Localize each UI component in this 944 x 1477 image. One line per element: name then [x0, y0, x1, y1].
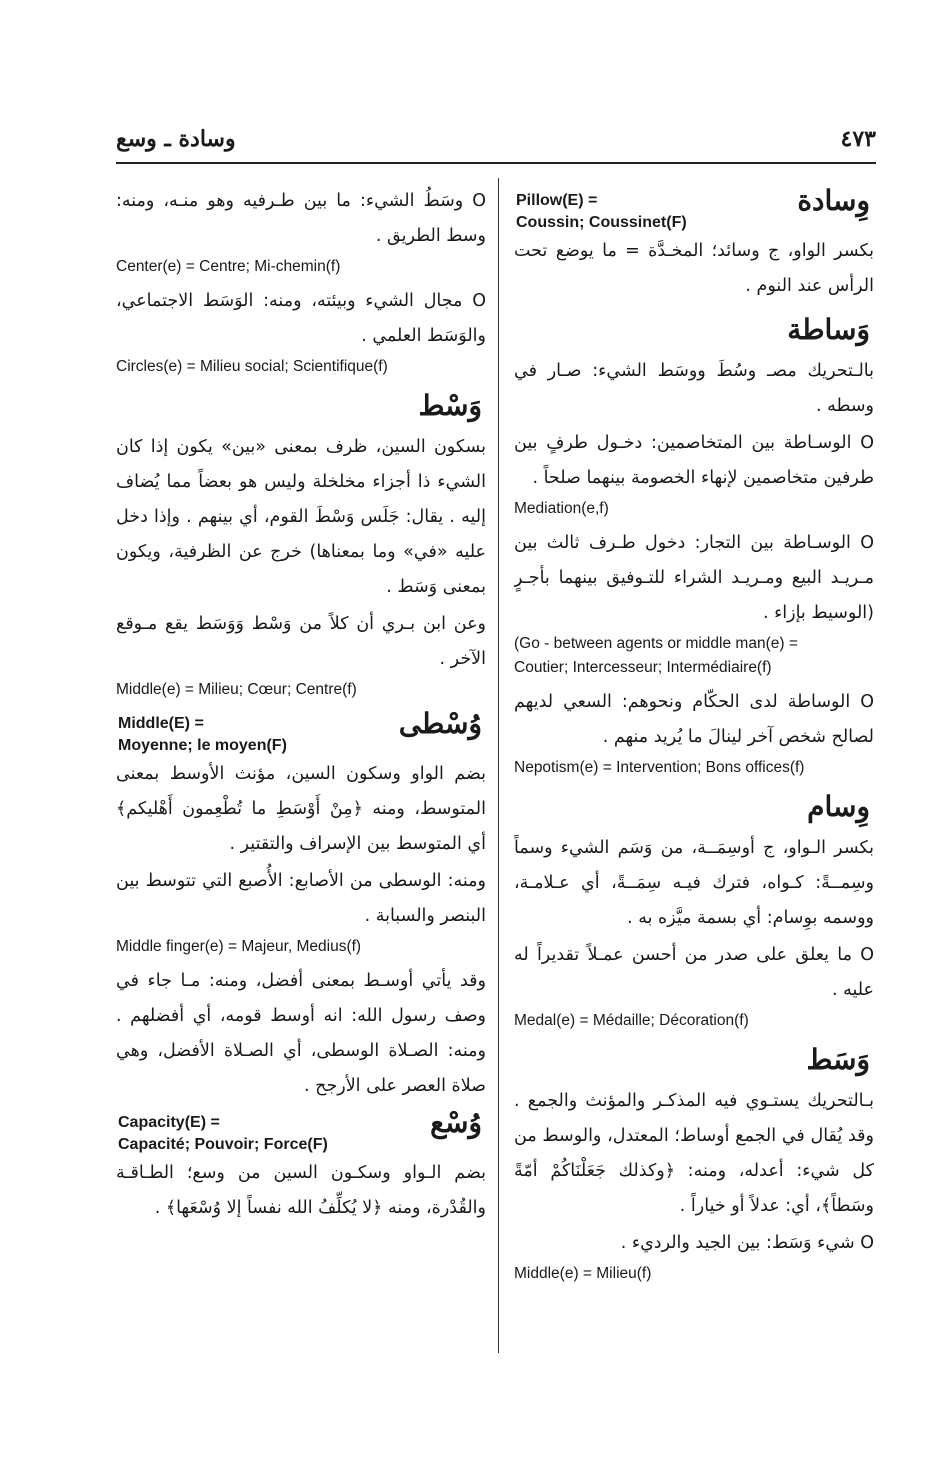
page-header [116, 122, 876, 162]
entry-wisam [514, 785, 874, 1032]
column-divider [498, 178, 499, 1353]
definition: O مجال الشيء وبيئته، ومنه: الوَسَط الاجتماعي، والوَسَط العلمي . [116, 291, 486, 346]
definition: وعن ابن بـري أن كلاً من وَسْط وَوَسَط يقع مـوقع الآخر . [116, 614, 486, 669]
headword: وِسام [807, 790, 870, 823]
translation: Mediation(e,f) [514, 500, 609, 517]
translation-en: Capacity(E) = [118, 1114, 220, 1131]
definition: O شيء وَسَط: بين الجيد والرديء . [620, 1233, 874, 1253]
translation-head [516, 190, 687, 234]
headword: وَسْط [418, 389, 482, 422]
page-number: ٤٧٣ [840, 126, 876, 152]
definition: ومنه: الوسطى من الأصابع: الأُصبع التي تتوسط بين البنصر والسبابة . [116, 871, 486, 926]
definition: بضم الـواو وسكـون السين من وسع؛ الطـاقـة والقُدْرة، ومنه ﴿لا يُكلِّفُ الله نفساً إلا وُسْعَها﴾ . [116, 1163, 486, 1218]
entry-head [116, 707, 486, 755]
translation: Middle(e) = Milieu(f) [514, 1265, 652, 1282]
right-column [514, 182, 874, 1357]
translation: Middle(e) = Milieu; Cœur; Centre(f) [116, 681, 357, 698]
translation: Center(e) = Centre; Mi-chemin(f) [116, 258, 341, 275]
translation: Nepotism(e) = Intervention; Bons offices(f) [514, 759, 805, 776]
definition: O الوسـاطة بين المتخاصمين: دخـول طرفٍ بين طرفين متخاصمين لإنهاء الخصومة بينهما صلحاً . [514, 433, 874, 488]
translation-en: Middle(E) = [118, 715, 204, 732]
definition: بـالتحريك يستـوي فيه المذكـر والمؤنث والجمع . وقد يُقال في الجمع أوساط؛ المعتدل، والوسط من كل شيء: أعدله، ومنه: ﴿وكذلك جَعَلْنَاكُمْ أمّةً وسَطاً﴾، أي: عدلاً أو خياراً . [514, 1091, 874, 1216]
headword: وُسْطى [398, 707, 482, 740]
translation: Middle finger(e) = Majeur, Medius(f) [116, 938, 362, 955]
entry-wusta [116, 707, 486, 1104]
definition: بالـتحريك مصـ وسُطَ ووسَط الشيء: صـار في وسطه . [514, 361, 874, 416]
headword: وَسَط [806, 1043, 870, 1076]
definition: O الوساطة لدى الحكّام ونحوهم: السعي لديهم لصالح شخص آخر لينالَ ما يُريد منهم . [514, 692, 874, 747]
translation: Circles(e) = Milieu social; Scientifique(f) [116, 358, 388, 375]
definition: بكسر الواو، ج وسائد؛ المخـدَّة = ما يوضع تحت الرأس عند النوم . [514, 241, 874, 296]
left-column [116, 182, 486, 1357]
entry-wasata [514, 308, 874, 779]
entry-head [514, 184, 874, 232]
entry-wasat [514, 1038, 874, 1285]
definition: O وسَطُ الشيء: ما بين طـرفيه وهو منـه، ومنه: وسط الطريق . [116, 191, 486, 246]
entry-head [116, 1106, 486, 1154]
translation: (Go - between agents or middle man(e) = [514, 635, 798, 652]
definition: بضم الواو وسكون السين، مؤنث الأوسط بمعنى المتوسط، ومنه ﴿مِنْ أَوْسَطِ ما تُطْعِمون أَهْليكم﴾ أي المتوسط بين الإسراف والتقتير . [116, 764, 486, 854]
headword: وُسْع [430, 1106, 482, 1139]
translation: Coutier; Intercesseur; Intermédiaire(f) [514, 659, 772, 676]
entry-wisada [514, 184, 874, 304]
header-rule [116, 162, 876, 164]
translation: Medal(e) = Médaille; Décoration(f) [514, 1012, 749, 1029]
headword: وِسادة [797, 184, 870, 217]
entry-wasat-continued [116, 184, 486, 378]
headword: وَساطة [787, 313, 870, 346]
running-title: وسادة ـ وسع [116, 126, 236, 152]
definition: بسكون السين، ظرف بمعنى «بين» يكون إذا كان الشيء ذا أجزاء مخلخلة وليس هو بعضاً مما يُضاف إليه . يقال: جَلَس وَسْطَ القوم، أي بينهم . وإذا دخل عليه «في» وما بمعناها) خرج عن الظرفية، ويكون بمعنى وَسَط . [116, 437, 486, 597]
entry-wast [116, 384, 486, 701]
translation-head [118, 713, 287, 757]
definition: وقد يأتي أوسـط بمعنى أفضل، ومنه: مـا جاء في وصف رسول الله: انه أوسط قومه، أي أفضلهم . ومنه: الصـلاة الوسطى، أي الصـلاة الأفضل، وهي صلاة العصر على الأرجح . [116, 971, 486, 1096]
translation-fr: Moyenne; le moyen(F) [118, 737, 287, 754]
translation-en: Pillow(E) = [516, 192, 598, 209]
definition: O الوسـاطة بين التجار: دخول طـرف ثالث بين مـريـد البيع ومـريـد الشراء للتـوفيق بينهما بأجـرٍ (الوسيط بإزاء . [514, 533, 874, 623]
definition: O ما يعلق على صدر من أحسن عمـلاً تقديراً له عليه . [514, 945, 874, 1000]
translation-fr: Coussin; Coussinet(F) [516, 214, 687, 231]
definition: بكسر الـواو، ج أوسِمَــة، من وَسَم الشيء وسماً وسِمــةً: كـواه، فترك فيـه سِمَــةً، أي عـلامـة، ووسمه بوِسام: أي بسمة ميَّزه به . [514, 838, 874, 928]
translation-fr: Capacité; Pouvoir; Force(F) [118, 1136, 328, 1153]
entry-wus [116, 1106, 486, 1226]
translation-head [118, 1112, 328, 1156]
